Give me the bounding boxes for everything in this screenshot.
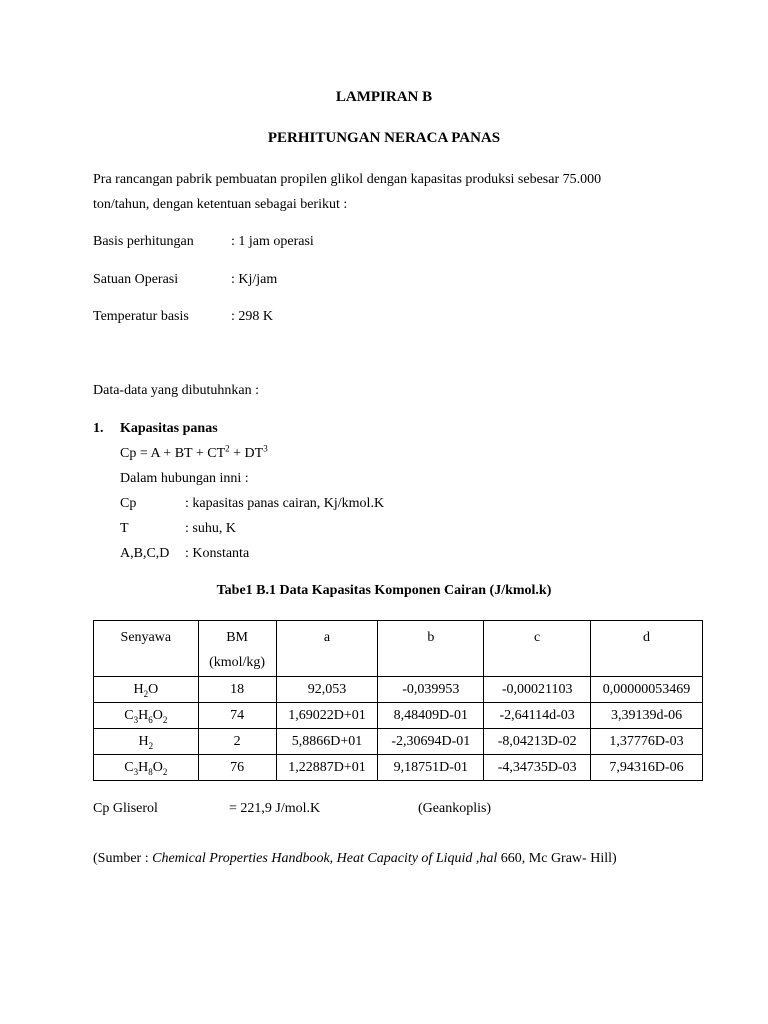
definition-symbol: A,B,C,D <box>120 546 170 561</box>
header-a: a <box>276 621 378 677</box>
relation-text: Dalam hubungan inni : <box>120 471 249 486</box>
bm-cell: 74 <box>198 703 276 729</box>
basis-label: Basis perhitungan <box>93 234 194 249</box>
table-row <box>94 755 703 781</box>
header-d: d <box>591 621 703 677</box>
operation-unit-value: : Kj/jam <box>231 272 278 287</box>
compound-formula: $C_3H_6O_2$ <box>94 703 199 729</box>
header-bm: BM (kmol/kg) <box>198 621 276 677</box>
d-cell: 3,39139d-06 <box>591 703 703 729</box>
basis-value: : 1 jam operasi <box>231 234 314 249</box>
section-title: Kapasitas panas <box>120 421 218 436</box>
c-cell: -8,04213D-02 <box>484 729 591 755</box>
header-senyawa: Senyawa <box>94 621 199 677</box>
c-cell: -2,64114d-03 <box>484 703 591 729</box>
table-caption: Tabe1 B.1 Data Kapasitas Komponen Cairan (J/kmol.k) <box>216 583 552 598</box>
bm-cell: 76 <box>198 755 276 781</box>
bm-cell: 2 <box>198 729 276 755</box>
b-cell: -2,30694D-01 <box>378 729 484 755</box>
intro-line-2: ton/tahun, dengan ketentuan sebagai berikut : <box>93 197 348 212</box>
d-cell: 7,94316D-06 <box>591 755 703 781</box>
b-cell: 8,48409D-01 <box>378 703 484 729</box>
table-row <box>94 703 703 729</box>
temperature-basis-label: Temperatur basis <box>93 309 189 324</box>
heat-capacity-table <box>93 620 703 781</box>
definition-text: : Konstanta <box>185 546 250 561</box>
operation-unit-label: Satuan Operasi <box>93 272 179 287</box>
page-title: LAMPIRAN B <box>335 89 433 105</box>
compound-formula: $H_2O$ <box>94 677 199 703</box>
header-b: b <box>378 621 484 677</box>
source-citation: (Sumber : Chemical Properties Handbook, Heat Capacity of Liquid ,hal 660, Mc Graw- Hill) <box>93 851 617 866</box>
definition-text: : suhu, K <box>185 521 236 536</box>
d-cell: 1,37776D-03 <box>591 729 703 755</box>
cp-gliserol-reference: (Geankoplis) <box>418 801 492 816</box>
a-cell: 1,69022D+01 <box>276 703 378 729</box>
c-cell: -0,00021103 <box>484 677 591 703</box>
data-needed-heading: Data-data yang dibutuhnkan : <box>93 383 260 398</box>
cp-gliserol-label: Cp Gliserol <box>93 801 158 816</box>
definition-symbol: T <box>120 521 129 536</box>
section-number: 1. <box>93 421 104 436</box>
bm-cell: 18 <box>198 677 276 703</box>
compound-formula: $C_3H_8O_2$ <box>94 755 199 781</box>
c-cell: -4,34735D-03 <box>484 755 591 781</box>
a-cell: 1,22887D+01 <box>276 755 378 781</box>
table-row <box>94 677 703 703</box>
cp-formula: Cp = A + BT + $CT^2 + DT^3$ <box>120 443 268 461</box>
temperature-basis-value: : 298 K <box>231 309 273 324</box>
compound-formula: $H_2$ <box>94 729 199 755</box>
header-c: c <box>484 621 591 677</box>
definition-text: : kapasitas panas cairan, Kj/kmol.K <box>185 496 385 511</box>
d-cell: 0,00000053469 <box>591 677 703 703</box>
table-header-row <box>94 621 703 677</box>
intro-line-1: Pra rancangan pabrik pembuatan propilen glikol dengan kapasitas produksi sebesar 75.000 <box>93 172 602 187</box>
b-cell: -0,039953 <box>378 677 484 703</box>
page-subtitle: PERHITUNGAN NERACA PANAS <box>267 130 501 146</box>
definition-symbol: Cp <box>120 496 137 511</box>
a-cell: 92,053 <box>276 677 378 703</box>
a-cell: 5,8866D+01 <box>276 729 378 755</box>
table-row <box>94 729 703 755</box>
cp-gliserol-value: = 221,9 J/mol.K <box>229 801 321 816</box>
b-cell: 9,18751D-01 <box>378 755 484 781</box>
